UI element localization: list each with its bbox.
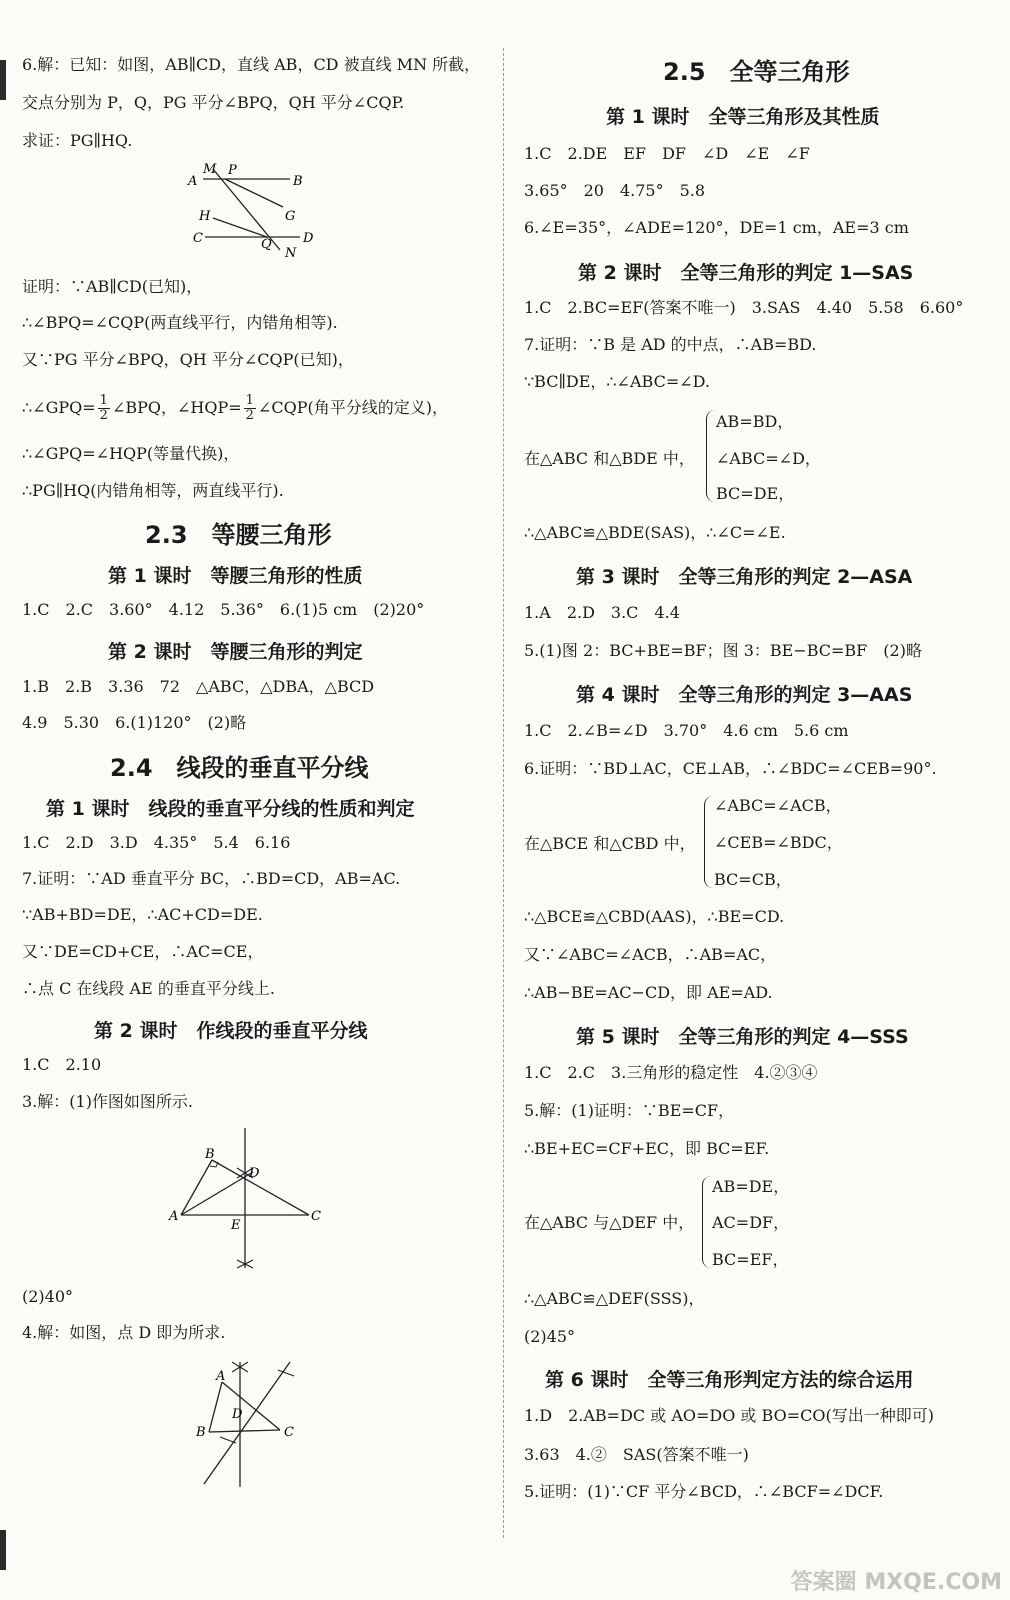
lesson-2-5-5-answers: 1.C 2.C 3.三角形的稳定性 4.②③④ [524, 1063, 818, 1082]
fig1-label-c: C [193, 231, 203, 246]
lesson-2-4-2-answer-3-2: (2)40° [22, 1287, 74, 1306]
lesson-2-5-4-conclusion-2: 又∵∠ABC=∠ACB，∴AB=AC， [524, 945, 777, 964]
lesson-2-3-2-answers-2: 4.9 5.30 6.(1)120° (2)略 [22, 713, 247, 732]
lesson-2-3-1-answers: 1.C 2.C 3.60° 4.12 5.36° 6.(1)5 cm (2)20° [22, 600, 425, 619]
fraction-half-1: $\frac{1}{2}$ [99, 393, 108, 423]
lesson-2-5-2-system-1: AB=BD， [716, 412, 794, 431]
lesson-2-5-5-title: 第 5 课时 全等三角形的判定 4—SSS [576, 1026, 909, 1048]
lesson-2-5-5-system-1: AB=DE， [712, 1177, 790, 1196]
section-2-4-title: 2.4 线段的垂直平分线 [110, 754, 369, 782]
fig1-label-m: M [203, 162, 217, 177]
page-edge-mark-bottom [0, 1530, 6, 1570]
lesson-2-5-4-system-3: BC=CB， [714, 870, 792, 889]
lesson-2-5-4-title: 第 4 课时 全等三角形的判定 3—AAS [576, 684, 913, 706]
lesson-2-3-2-answers-1: 1.B 2.B 3.36 72 △ABC，△DBA，△BCD [22, 677, 375, 696]
fig1-label-h: H [199, 209, 211, 224]
lesson-2-3-2-title: 第 2 课时 等腰三角形的判定 [108, 641, 363, 663]
fig3-label-c: C [284, 1425, 294, 1440]
lesson-2-5-4-system-1: ∠ABC=∠ACB， [714, 796, 842, 815]
lesson-2-5-2-system-lead: 在△ABC 和△BDE 中， [524, 449, 695, 468]
lesson-2-5-4-system-lead: 在△BCE 和△CBD 中， [524, 834, 696, 853]
fraction-half-2: $\frac{1}{2}$ [245, 393, 254, 423]
lesson-2-5-2-proof-1: 7.证明：∵B 是 AD 的中点，∴AB=BD. [524, 335, 817, 354]
lesson-2-5-3-answers-2: 5.(1)图 2：BC+BE=BF；图 3：BE−BC=BF (2)略 [524, 641, 922, 660]
lesson-2-5-2-brace [706, 410, 715, 502]
lesson-2-4-1-proof-2: ∵AB+BD=DE，∴AC+CD=DE. [22, 905, 263, 924]
lesson-2-4-1-proof-3: 又∵DE=CD+CE，∴AC=CE， [22, 942, 264, 961]
lesson-2-5-6-title: 第 6 课时 全等三角形判定方法的综合运用 [545, 1369, 914, 1391]
lesson-2-5-2-conclusion: ∴△ABC≌△BDE(SAS)，∴∠C=∠E. [524, 523, 786, 542]
lesson-2-5-3-answers-1: 1.A 2.D 3.C 4.4 [524, 603, 680, 622]
section-2-3-title: 2.3 等腰三角形 [145, 521, 332, 549]
column-divider [503, 48, 504, 1538]
fig1-label-g: G [285, 209, 296, 224]
lesson-2-3-1-title: 第 1 课时 等腰三角形的性质 [108, 565, 363, 587]
lesson-2-5-2-title: 第 2 课时 全等三角形的判定 1—SAS [578, 262, 914, 284]
lesson-2-5-1-answers-1: 1.C 2.DE EF DF ∠D ∠E ∠F [524, 144, 810, 163]
lesson-2-5-5-system-3: BC=EF， [712, 1250, 789, 1269]
lesson-2-5-1-title: 第 1 课时 全等三角形及其性质 [606, 106, 880, 128]
fig3-label-a: A [216, 1369, 226, 1384]
lesson-2-4-1-title: 第 1 课时 线段的垂直平分线的性质和判定 [46, 798, 415, 820]
fig2-label-e: E [231, 1218, 241, 1233]
lesson-2-4-2-problem-4: 4.解：如图，点 D 即为所求. [22, 1323, 226, 1342]
proof-6-line-3: 又∵PG 平分∠BPQ，QH 平分∠CQP(已知)， [22, 350, 354, 369]
lesson-2-5-5-proof-2: ∴BE+EC=CF+EC，即 BC=EF. [524, 1139, 770, 1158]
fig3-label-b: B [196, 1425, 206, 1440]
proof-6-frac-a: ∴∠GPQ= [22, 398, 96, 417]
figure-perpendicular-bisector [165, 1120, 335, 1275]
fig1-label-a: A [188, 174, 198, 189]
lesson-2-5-5-system-lead: 在△ABC 与△DEF 中， [524, 1213, 695, 1232]
lesson-2-4-1-proof-4: ∴点 C 在线段 AE 的垂直平分线上. [22, 979, 275, 998]
lesson-2-5-4-system-2: ∠CEB=∠BDC， [714, 833, 843, 852]
lesson-2-5-4-brace [704, 796, 713, 888]
problem-6-line-2: 交点分别为 P，Q，PG 平分∠BPQ，QH 平分∠CQP. [22, 93, 405, 112]
lesson-2-5-2-answers: 1.C 2.BC=EF(答案不唯一) 3.SAS 4.40 5.58 6.60° [524, 298, 964, 317]
lesson-2-4-1-answers: 1.C 2.D 3.D 4.35° 5.4 6.16 [22, 833, 291, 852]
lesson-2-4-2-problem-3: 3.解：(1)作图如图所示. [22, 1092, 194, 1111]
lesson-2-5-5-system-2: AC=DF， [712, 1213, 790, 1232]
watermark: 答案圈 MXQE.COM [790, 1570, 1002, 1595]
fig2-label-c: C [311, 1209, 321, 1224]
fig1-label-b: B [293, 174, 303, 189]
lesson-2-5-5-conclusion: ∴△ABC≌△DEF(SSS)， [524, 1289, 705, 1308]
lesson-2-5-6-answers-1: 1.D 2.AB=DC 或 AO=DO 或 BO=CO(写出一种即可) [524, 1406, 934, 1425]
section-2-5-title: 2.5 全等三角形 [663, 58, 850, 86]
lesson-2-5-6-proof-1: 5.证明：(1)∵CF 平分∠BCD，∴∠BCF=∠DCF. [524, 1482, 884, 1501]
fig3-label-d: D [232, 1407, 243, 1422]
lesson-2-5-4-proof-1: 6.证明：∵BD⊥AC，CE⊥AB，∴∠BDC=∠CEB=90°. [524, 759, 937, 778]
proof-6-fraction-line [22, 390, 448, 426]
lesson-2-5-2-system-2: ∠ABC=∠D， [716, 449, 821, 468]
fig1-label-n: N [285, 246, 297, 261]
lesson-2-4-1-proof-1: 7.证明：∵AD 垂直平分 BC，∴BD=CD，AB=AC. [22, 869, 401, 888]
lesson-2-5-2-proof-2: ∵BC∥DE，∴∠ABC=∠D. [524, 372, 710, 391]
figure-point-d-construction [190, 1352, 305, 1492]
fig2-label-b: B [205, 1147, 215, 1162]
lesson-2-5-5-answer-2: (2)45° [524, 1327, 576, 1346]
lesson-2-5-4-conclusion-3: ∴AB−BE=AC−CD，即 AE=AD. [524, 983, 773, 1002]
problem-6-line-1: 6.解：已知：如图，AB∥CD，直线 AB，CD 被直线 MN 所截， [22, 55, 481, 74]
problem-6-line-3: 求证：PG∥HQ. [22, 131, 133, 150]
proof-6-frac-b: ∠BPQ，∠HQP= [111, 398, 242, 417]
fig2-label-d: D [249, 1166, 260, 1181]
fig1-label-q: Q [261, 237, 272, 252]
lesson-2-5-6-answers-2: 3.63 4.② SAS(答案不唯一) [524, 1445, 749, 1464]
proof-6-line-2: ∴∠BPQ=∠CQP(两直线平行，内错角相等). [22, 313, 338, 332]
lesson-2-5-5-proof-1: 5.解：(1)证明：∵BE=CF， [524, 1101, 735, 1120]
lesson-2-5-4-conclusion-1: ∴△BCE≌△CBD(AAS)，∴BE=CD. [524, 907, 785, 926]
proof-6-line-5: ∴∠GPQ=∠HQP(等量代换)， [22, 444, 240, 463]
proof-6-frac-c: ∠CQP(角平分线的定义)， [257, 398, 448, 417]
lesson-2-5-3-title: 第 3 课时 全等三角形的判定 2—ASA [576, 566, 913, 588]
lesson-2-5-1-answers-3: 6.∠E=35°，∠ADE=120°，DE=1 cm，AE=3 cm [524, 218, 909, 237]
page-edge-mark-top [0, 60, 6, 100]
lesson-2-5-1-answers-2: 3.65° 20 4.75° 5.8 [524, 181, 706, 200]
proof-6-line-6: ∴PG∥HQ(内错角相等，两直线平行). [22, 481, 284, 500]
figure-parallel-lines [185, 160, 330, 265]
lesson-2-5-2-system-3: BC=DE， [716, 484, 795, 503]
fig1-label-d: D [303, 231, 314, 246]
lesson-2-4-2-title: 第 2 课时 作线段的垂直平分线 [94, 1020, 368, 1042]
fig1-label-p: P [228, 163, 237, 178]
lesson-2-5-5-brace [702, 1176, 711, 1268]
lesson-2-5-4-answers: 1.C 2.∠B=∠D 3.70° 4.6 cm 5.6 cm [524, 721, 849, 740]
proof-6-line-1: 证明：∵AB∥CD(已知)， [22, 277, 203, 296]
fig2-label-a: A [169, 1209, 179, 1224]
lesson-2-4-2-answers: 1.C 2.10 [22, 1055, 102, 1074]
